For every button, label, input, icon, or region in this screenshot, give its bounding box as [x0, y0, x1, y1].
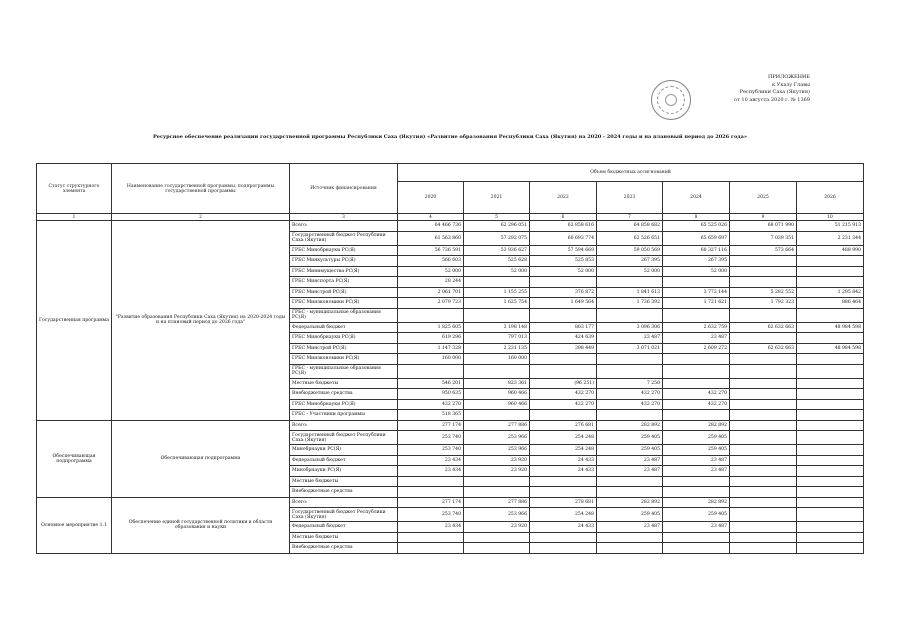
- group-name-cell: "Развитие образования Республики Саха (Якутия) на 2020-2024 годы и на плановый период до 2026 года": [112, 221, 290, 421]
- amount-cell: 52 000: [398, 266, 464, 277]
- resource-table: [36, 163, 864, 554]
- amount-cell: [730, 532, 797, 543]
- amount-cell: [730, 522, 797, 533]
- funding-source-cell: ГРБС Минкультуры РС(Я): [290, 256, 398, 267]
- funding-source-cell: Местные бюджеты: [290, 532, 398, 543]
- amount-cell: 432 270: [530, 399, 597, 410]
- amount-cell: 253 740: [398, 445, 464, 456]
- document-title: Ресурсное обеспечение реализации государственной программы Республики Саха (Якутия) «Развитие образования Республики Саха (Якутия) на 2020 - 2024 годы и на плановый период до 2026 года»: [153, 134, 747, 140]
- amount-cell: 160 000: [398, 354, 464, 365]
- funding-source-cell: Государственный бюджет Республики Саха (Якутия): [290, 508, 398, 522]
- amount-cell: [398, 476, 464, 487]
- amount-cell: 2 231 135: [464, 343, 530, 354]
- amount-cell: 432 270: [597, 399, 663, 410]
- amount-cell: [730, 431, 797, 445]
- header-year: 2024: [663, 182, 730, 214]
- amount-cell: 1 841 613: [597, 287, 663, 298]
- amount-cell: [797, 266, 864, 277]
- group-name-cell: Обеспечивающая подпрограмма: [112, 420, 290, 497]
- amount-cell: 573 664: [730, 245, 797, 256]
- amount-cell: [730, 333, 797, 344]
- funding-source-cell: Федеральный бюджет: [290, 322, 398, 333]
- funding-source-cell: ГРБС Минимущества РС(Я): [290, 266, 398, 277]
- amount-cell: 23 487: [597, 455, 663, 466]
- amount-cell: 62 296 051: [464, 221, 530, 232]
- amount-cell: 2 609 272: [663, 343, 730, 354]
- amount-cell: [398, 487, 464, 498]
- funding-source-cell: ГРБС Минстрой РС(Я): [290, 287, 398, 298]
- amount-cell: [730, 364, 797, 378]
- amount-cell: 254 248: [530, 508, 597, 522]
- amount-cell: [530, 277, 597, 288]
- index-cell: 1: [37, 214, 112, 221]
- amount-cell: [597, 277, 663, 288]
- amount-cell: 1 295 842: [797, 287, 864, 298]
- amount-cell: 253 966: [464, 431, 530, 445]
- amount-cell: 57 594 669: [530, 245, 597, 256]
- appendix-line: ПРИЛОЖЕНИЕ: [768, 74, 810, 80]
- amount-cell: 28 244: [398, 277, 464, 288]
- amount-cell: 48 984 598: [797, 343, 864, 354]
- amount-cell: 23 920: [464, 522, 530, 533]
- amount-cell: 7 039 351: [730, 231, 797, 245]
- amount-cell: 950 635: [398, 389, 464, 400]
- funding-source-cell: Внебюджетные средства: [290, 487, 398, 498]
- amount-cell: [797, 487, 864, 498]
- index-cell: 10: [797, 214, 864, 221]
- amount-cell: 23 487: [597, 522, 663, 533]
- amount-cell: 525 628: [464, 256, 530, 267]
- amount-cell: [797, 389, 864, 400]
- amount-cell: [797, 378, 864, 389]
- amount-cell: [597, 410, 663, 421]
- amount-cell: 259 405: [663, 508, 730, 522]
- amount-cell: 5 282 552: [730, 287, 797, 298]
- amount-cell: 160 000: [464, 354, 530, 365]
- group-status-cell: Основное мероприятие 1.1: [37, 497, 112, 553]
- amount-cell: 253 966: [464, 445, 530, 456]
- amount-cell: [730, 277, 797, 288]
- amount-cell: [663, 378, 730, 389]
- amount-cell: 1 649 564: [530, 298, 597, 309]
- amount-cell: [464, 410, 530, 421]
- amount-cell: 48 984 598: [797, 322, 864, 333]
- amount-cell: 277 174: [398, 497, 464, 508]
- amount-cell: [597, 364, 663, 378]
- index-cell: 9: [730, 214, 797, 221]
- amount-cell: 803 177: [530, 322, 597, 333]
- amount-cell: 546 201: [398, 378, 464, 389]
- index-cell: 2: [112, 214, 290, 221]
- amount-cell: 1 625 754: [464, 298, 530, 309]
- index-cell: 3: [290, 214, 398, 221]
- amount-cell: 2 079 723: [398, 298, 464, 309]
- amount-cell: 1 825 605: [398, 322, 464, 333]
- header-year: 2022: [530, 182, 597, 214]
- amount-cell: 432 270: [398, 399, 464, 410]
- appendix-block: [660, 74, 810, 104]
- amount-cell: 267 395: [663, 256, 730, 267]
- amount-cell: 24 433: [530, 522, 597, 533]
- amount-cell: [797, 431, 864, 445]
- funding-source-cell: Местные бюджеты: [290, 378, 398, 389]
- header-year: 2021: [464, 182, 530, 214]
- amount-cell: 3 198 148: [464, 322, 530, 333]
- header-source: Источник финансирования: [290, 164, 398, 214]
- amount-cell: [663, 354, 730, 365]
- table-row: [37, 221, 864, 232]
- amount-cell: 488 990: [797, 245, 864, 256]
- amount-cell: [730, 420, 797, 431]
- amount-cell: 2 061 701: [398, 287, 464, 298]
- amount-cell: [730, 266, 797, 277]
- amount-cell: 52 000: [464, 266, 530, 277]
- funding-source-cell: Государственный бюджет Республики Саха (Якутия): [290, 231, 398, 245]
- table-row: [37, 420, 864, 431]
- amount-cell: [530, 364, 597, 378]
- amount-cell: [464, 364, 530, 378]
- header-year: 2025: [730, 182, 797, 214]
- amount-cell: 259 405: [597, 445, 663, 456]
- amount-cell: 1 721 621: [663, 298, 730, 309]
- amount-cell: [797, 364, 864, 378]
- amount-cell: [663, 487, 730, 498]
- table-row: [37, 497, 864, 508]
- funding-source-cell: ГРБС Минстрой РС(Я): [290, 343, 398, 354]
- header-year: 2023: [597, 182, 663, 214]
- amount-cell: 51 215 913: [797, 221, 864, 232]
- amount-cell: [797, 543, 864, 554]
- amount-cell: 23 487: [597, 466, 663, 477]
- amount-cell: [797, 466, 864, 477]
- funding-source-cell: Всего:: [290, 221, 398, 232]
- amount-cell: 960 466: [464, 389, 530, 400]
- amount-cell: [797, 522, 864, 533]
- amount-cell: 7 250: [597, 378, 663, 389]
- amount-cell: [797, 508, 864, 522]
- header-year: 2020: [398, 182, 464, 214]
- amount-cell: [797, 420, 864, 431]
- appendix-line: к Указу Главы: [772, 81, 810, 88]
- amount-cell: 23 487: [597, 333, 663, 344]
- amount-cell: 2 632 759: [663, 322, 730, 333]
- amount-cell: [530, 308, 597, 322]
- funding-source-cell: ГРБС Минобрнауки РС(Я): [290, 333, 398, 344]
- funding-source-cell: Минобрнауки РС(Я): [290, 445, 398, 456]
- amount-cell: [597, 543, 663, 554]
- amount-cell: 1 155 255: [464, 287, 530, 298]
- amount-cell: [464, 532, 530, 543]
- amount-cell: [398, 308, 464, 322]
- amount-cell: 282 892: [597, 420, 663, 431]
- amount-cell: [464, 543, 530, 554]
- amount-cell: 282 892: [663, 420, 730, 431]
- funding-source-cell: Всего:: [290, 420, 398, 431]
- amount-cell: [730, 256, 797, 267]
- amount-cell: [730, 389, 797, 400]
- funding-source-cell: ГРБС Минобрнауки РС(Я): [290, 399, 398, 410]
- funding-source-cell: ГРБС - Участники программы: [290, 410, 398, 421]
- amount-cell: 23 434: [398, 455, 464, 466]
- amount-cell: [797, 476, 864, 487]
- amount-cell: 282 892: [663, 497, 730, 508]
- amount-cell: 64 858 682: [597, 221, 663, 232]
- index-cell: 8: [663, 214, 730, 221]
- funding-source-cell: Всего:: [290, 497, 398, 508]
- index-row: [37, 214, 864, 221]
- amount-cell: [730, 354, 797, 365]
- amount-cell: [797, 399, 864, 410]
- amount-cell: [730, 410, 797, 421]
- group-name-cell: Обеспечение единой государственной политики в области образования и науки: [112, 497, 290, 553]
- amount-cell: 23 434: [398, 522, 464, 533]
- amount-cell: 59 050 569: [597, 245, 663, 256]
- amount-cell: [597, 308, 663, 322]
- amount-cell: 518 365: [398, 410, 464, 421]
- amount-cell: 24 433: [530, 466, 597, 477]
- amount-cell: [797, 333, 864, 344]
- amount-cell: 253 740: [398, 508, 464, 522]
- header-name: Наименование государственной программы, подпрограммы государственной программы: [112, 164, 290, 214]
- amount-cell: 1 792 323: [730, 298, 797, 309]
- amount-cell: 60 693 774: [530, 231, 597, 245]
- amount-cell: 65 659 697: [663, 231, 730, 245]
- funding-source-cell: Федеральный бюджет: [290, 522, 398, 533]
- funding-source-cell: Внебюджетные средства: [290, 389, 398, 400]
- amount-cell: [797, 455, 864, 466]
- amount-cell: [597, 487, 663, 498]
- amount-cell: 23 434: [398, 466, 464, 477]
- amount-cell: [597, 532, 663, 543]
- funding-source-cell: Государственный бюджет Республики Саха (Якутия): [290, 431, 398, 445]
- amount-cell: 62 632 663: [730, 322, 797, 333]
- amount-cell: 253 966: [464, 508, 530, 522]
- amount-cell: 424 639: [530, 333, 597, 344]
- amount-cell: [730, 378, 797, 389]
- amount-cell: [530, 476, 597, 487]
- amount-cell: 23 487: [663, 333, 730, 344]
- index-cell: 5: [464, 214, 530, 221]
- amount-cell: (96 251): [530, 378, 597, 389]
- amount-cell: 276 681: [530, 420, 597, 431]
- amount-cell: 23 920: [464, 466, 530, 477]
- amount-cell: 525 853: [530, 256, 597, 267]
- amount-cell: [398, 364, 464, 378]
- amount-cell: [597, 354, 663, 365]
- header-volume: Объем бюджетных ассигнований: [398, 164, 864, 182]
- amount-cell: [398, 543, 464, 554]
- amount-cell: 23 487: [663, 466, 730, 477]
- amount-cell: 62 858 616: [530, 221, 597, 232]
- amount-cell: 62 632 663: [730, 343, 797, 354]
- amount-cell: 886 464: [797, 298, 864, 309]
- amount-cell: [663, 308, 730, 322]
- amount-cell: 432 270: [663, 399, 730, 410]
- amount-cell: [597, 476, 663, 487]
- amount-cell: [797, 410, 864, 421]
- amount-cell: 57 292 075: [464, 231, 530, 245]
- amount-cell: [730, 476, 797, 487]
- amount-cell: 259 405: [663, 431, 730, 445]
- amount-cell: 23 487: [663, 455, 730, 466]
- amount-cell: 23 920: [464, 455, 530, 466]
- amount-cell: 62 526 651: [597, 231, 663, 245]
- amount-cell: [663, 364, 730, 378]
- funding-source-cell: Внебюджетные средства: [290, 543, 398, 554]
- funding-source-cell: Местные бюджеты: [290, 476, 398, 487]
- amount-cell: 68 071 990: [730, 221, 797, 232]
- amount-cell: [663, 532, 730, 543]
- funding-source-cell: ГРБС Минобрнауки РС(Я): [290, 245, 398, 256]
- amount-cell: [797, 354, 864, 365]
- amount-cell: 2 231 344: [797, 231, 864, 245]
- amount-cell: [530, 543, 597, 554]
- amount-cell: 60 327 116: [663, 245, 730, 256]
- amount-cell: 376 872: [530, 287, 597, 298]
- amount-cell: [730, 543, 797, 554]
- amount-cell: 259 405: [597, 431, 663, 445]
- amount-cell: 3 071 021: [597, 343, 663, 354]
- amount-cell: 398 449: [530, 343, 597, 354]
- amount-cell: [730, 399, 797, 410]
- amount-cell: 254 248: [530, 445, 597, 456]
- amount-cell: 432 270: [663, 389, 730, 400]
- amount-cell: 52 000: [530, 266, 597, 277]
- amount-cell: [730, 497, 797, 508]
- amount-cell: 432 270: [597, 389, 663, 400]
- amount-cell: 3 772 144: [663, 287, 730, 298]
- index-cell: 4: [398, 214, 464, 221]
- amount-cell: 259 405: [663, 445, 730, 456]
- amount-cell: 277 174: [398, 420, 464, 431]
- appendix-line: от 10 августа 2020 г. № 1369: [734, 96, 810, 103]
- funding-source-cell: ГРБС - муниципальные образования РС(Я): [290, 364, 398, 378]
- amount-cell: [464, 308, 530, 322]
- amount-cell: 23 487: [663, 522, 730, 533]
- amount-cell: 566 603: [398, 256, 464, 267]
- amount-cell: 61 563 860: [398, 231, 464, 245]
- index-cell: 7: [597, 214, 663, 221]
- amount-cell: 52 000: [663, 266, 730, 277]
- amount-cell: 254 248: [530, 431, 597, 445]
- amount-cell: [663, 277, 730, 288]
- amount-cell: 277 886: [464, 497, 530, 508]
- amount-cell: 797 013: [464, 333, 530, 344]
- amount-cell: 619 296: [398, 333, 464, 344]
- funding-source-cell: ГРБС Минэкономики РС(Я): [290, 298, 398, 309]
- amount-cell: 56 736 591: [398, 245, 464, 256]
- amount-cell: 3 096 306: [597, 322, 663, 333]
- amount-cell: 53 936 627: [464, 245, 530, 256]
- funding-source-cell: ГРБС - муниципальные образования РС(Я): [290, 308, 398, 322]
- amount-cell: [464, 277, 530, 288]
- amount-cell: [797, 497, 864, 508]
- amount-cell: 823 361: [464, 378, 530, 389]
- amount-cell: 267 395: [597, 256, 663, 267]
- amount-cell: 1 147 328: [398, 343, 464, 354]
- amount-cell: [730, 466, 797, 477]
- funding-source-cell: ГРБС Минэкономики РС(Я): [290, 354, 398, 365]
- amount-cell: 277 886: [464, 420, 530, 431]
- amount-cell: 64 466 736: [398, 221, 464, 232]
- amount-cell: [730, 487, 797, 498]
- funding-source-cell: Минобрнауки РС(Я): [290, 466, 398, 477]
- amount-cell: [530, 410, 597, 421]
- amount-cell: [663, 543, 730, 554]
- funding-source-cell: ГРБС Минспорта РС(Я): [290, 277, 398, 288]
- amount-cell: [730, 308, 797, 322]
- amount-cell: 278 681: [530, 497, 597, 508]
- amount-cell: [398, 532, 464, 543]
- group-status-cell: Государственная программа: [37, 221, 112, 421]
- amount-cell: [663, 410, 730, 421]
- group-status-cell: Обеспечивающая подпрограмма: [37, 420, 112, 497]
- amount-cell: 24 433: [530, 455, 597, 466]
- index-cell: 6: [530, 214, 597, 221]
- header-status: Статус структурного элемента: [37, 164, 112, 214]
- amount-cell: 253 740: [398, 431, 464, 445]
- amount-cell: 52 000: [597, 266, 663, 277]
- amount-cell: [730, 455, 797, 466]
- amount-cell: 432 270: [530, 389, 597, 400]
- amount-cell: [797, 532, 864, 543]
- amount-cell: 259 405: [597, 508, 663, 522]
- amount-cell: [730, 445, 797, 456]
- amount-cell: [530, 354, 597, 365]
- amount-cell: [730, 508, 797, 522]
- amount-cell: [530, 532, 597, 543]
- amount-cell: 960 466: [464, 399, 530, 410]
- amount-cell: [464, 487, 530, 498]
- amount-cell: 65 525 026: [663, 221, 730, 232]
- amount-cell: [797, 308, 864, 322]
- header-year: 2026: [797, 182, 864, 214]
- amount-cell: [797, 445, 864, 456]
- amount-cell: [530, 487, 597, 498]
- amount-cell: 282 892: [597, 497, 663, 508]
- funding-source-cell: Федеральный бюджет: [290, 455, 398, 466]
- amount-cell: 1 736 392: [597, 298, 663, 309]
- amount-cell: [797, 277, 864, 288]
- amount-cell: [663, 476, 730, 487]
- amount-cell: [797, 256, 864, 267]
- appendix-line: Республики Саха (Якутия): [739, 89, 810, 95]
- amount-cell: [464, 476, 530, 487]
